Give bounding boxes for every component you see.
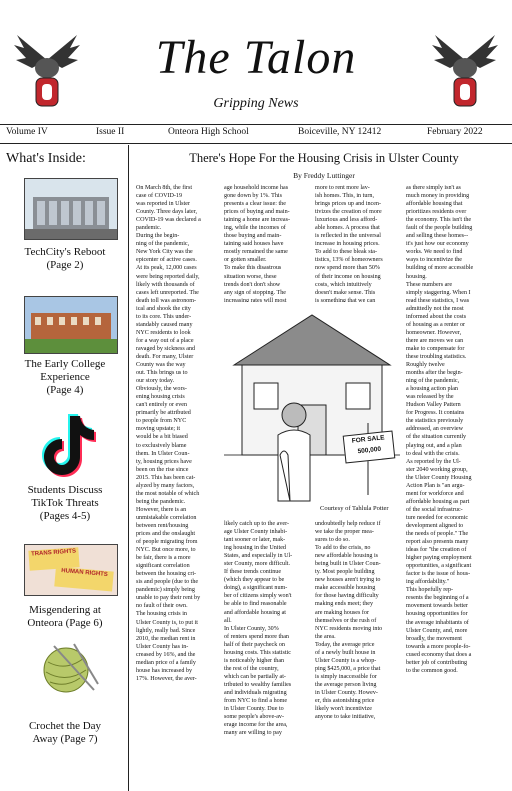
sidebar-item-crochet[interactable]: Crochet the Day Away (Page 7) [28,720,102,745]
volume-label: Volume IV [6,127,48,137]
newspaper-title: The Talon [155,31,357,84]
issue-label: Issue II [96,127,125,137]
housing-illustration [224,305,400,503]
article-byline: By Freddy Luttinger [293,171,355,180]
early-college-thumbnail[interactable] [24,296,118,354]
sign-human-rights: HUMAN RIGHTS [54,567,114,592]
article-column-2-bottom: likely catch up to the aver- age Ulster County inhabi- tant sooner or later, mak- ing housing in the United States, and especially in Ul- ster County, more difficult. If these trends continue (which they appear to be doing), a significant num- ber of citizens simply won't be able to find reasonable and affordable housing at all. In Ulster County, 30% of renters spend more than half of their paycheck on housing costs. This statistic is noticeably higher than the rest of the country, which can be partially at- tributed to wealthy families and individuals migrating from NYC to find a home in Ulster County. Due to some people's above-av- erage income for the area, many are willing to pay [224,521,293,737]
info-rule [0,143,512,144]
sidebar-item-techcity[interactable]: TechCity's Reboot (Page 2) [24,246,106,271]
sidebar-divider [128,145,129,791]
school-label: Onteora High School [168,127,249,137]
techcity-thumbnail[interactable] [24,178,118,240]
sidebar-item-misgendering[interactable]: Misgendering at Onteora (Page 6) [27,604,103,629]
tiktok-logo[interactable] [34,410,104,480]
article-column-1: On March 8th, the first case of COVID-19 was reported in Ulster County. Three days later, COVID-19 was declared a pandemic. During the begin- ning of the pandemic, New York City was the epicenter of active cases. At its peak, 12,000 cases were being reported daily, likely with thousands of cases left unreported. The death toll was astronom- ical and shook the city to its core. This under- standably caused many NYC residents to look for a way out of a place ravaged by sickness and death. For many, Ulster County was the way out. This brings us to our story today. Obviously, the wors- ening housing crisis can't entirely or even primarily be attributed to people from NYC moving upstate; it would be a bit biased to exclusively blame them. In Ulster Coun- ty, housing prices have been on the rise since 2015. This has been cat- alyzed by many factors, the most notable of which being the pandemic. However, there is an unmistakable correlation between rent/housing prices and the onslaught of people migrating from NYC. But once more, to be fair, there is a more significant correlation between the housing cri- sis and people (due to the pandemic) simply being unable to pay their rent by no fault of their own. The housing crisis in Ulster County is, to put it lightly, really bad. Since 2010, the median rent in Ulster County has in- creased by 16%, and the median price of a family house has increased by 17%. However, the aver- [136,185,201,682]
top-rule [0,124,512,125]
article-column-2-top: age household income has gone down by 1%. This presents a clear issue: the prices of buying and main- taining a home are increas- ing, while the incomes of those buying and main- taining said houses have mostly remained the same or gotten smaller. To make this disastrous situation worse, these trends don't don't show any sign of stopping. The increasing rates will most [224,185,290,302]
for-sale-sign: FOR SALE 500,000 [343,430,396,463]
crochet-yarn-image[interactable] [34,640,104,696]
misgendering-thumbnail[interactable] [24,544,118,596]
location-label: Boiceville, NY 12412 [298,127,382,137]
newspaper-subtitle: Gripping News [213,96,299,111]
sidebar-item-tiktok[interactable]: Students Discuss TikTok Threats (Pages 4-5) [27,484,103,522]
sidebar-item-early-college[interactable]: The Early College Experience (Page 4) [24,358,106,396]
article-column-4: as there simply isn't as much money in providing affordable housing that prioritizes residents over the economy. This isn't the fault of the people building and selling these homes-- it's just how our economy works. We need to find ways to incentivize the building of more accessible housing. These numbers are simply staggering. When I read these statistics, I was admittedly not the most informed about the costs of housing as a renter or homeowner. However, there are moves we can make to compensate for these troubling statistics. Roughly twelve months after the begin- ning of the pandemic, a housing action plan was released by the Hudson Valley Pattern for Progress. It contains the statistics previously addressed, an overview of the situation currently playing out, and a plan to deal with the crisis. As reported by the Ul- ster 2040 working group, the Ulster County Housing Action Plan is "an argu- ment for workforce and affordable housing as part of the social infrastruc- ture needed for economic development aligned to the needs of people." The report also presents many ideas for "the creation of higher paying employment opportunities, a significant factor is the issue of hous- ing affordability." This hopefully rep- resents the beginning of a movement towards better housing opportunities for the average inhabitants of Ulster County, and, more broadly, the movement towards a more people-fo- cused economy that does a better job of contributing to the common good. [406,185,474,674]
sign-trans-rights: TRANS RIGHTS [28,547,79,570]
illustration-caption: Courtesy of Tahlula Potter [320,505,389,512]
date-label: February 2022 [427,127,483,137]
article-column-3-bottom: undoubtedly help reduce if we take the proper mea- sures to do so. To add to the crisis, no new affordable housing is being built in Ulster Coun- ty. Most people building new houses aren't trying to make accessible housing for those having difficulty making ends meet; they are making houses for themselves or the rush of NYC residents moving into the area. Today, the average price of a newly built house in Ulster County is a whop- ping $425,000, a price that is simply inaccessible for the average person living in Ulster County. Howev- er, this astonishing price likely won't incentivize anyone to take initiative, [315,521,383,721]
article-column-3-top: more to rent more lav- ish homes. This, in turn, brings prices up and incen- tivizes the creation of more luxurious and less afford- able homes. A process that is reflected in the universal increase in housing prices. To add to these bleak sta- tistics, 13% of homeowners now spend more than 50% of their income on housing costs, which intuitively doesn't make sense. This is something that we can [315,185,383,302]
issue-info-bar [0,127,512,140]
article-headline: There's Hope For the Housing Crisis in Ulster County [189,151,459,165]
whats-inside-heading: What's Inside: [6,151,86,166]
